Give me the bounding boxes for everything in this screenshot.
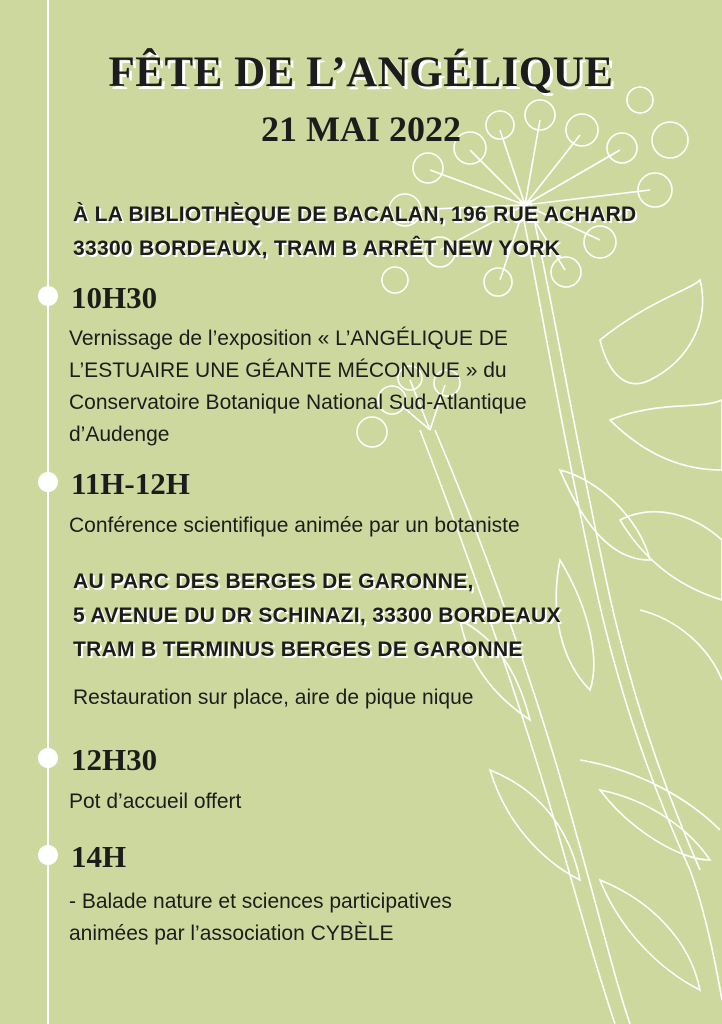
timeline-dot [38,748,58,768]
description-line: Conservatoire Botanique National Sud-Atlantique [69,391,527,414]
description-line: - Balade nature et sciences participatives [69,890,452,913]
event-description [69,886,452,950]
description-line: L’ESTUAIRE UNE GÉANTE MÉCONNUE » du [69,359,507,382]
event-time: 11H-12H [71,466,190,501]
event-time: 12H30 [71,742,158,777]
venue-library [73,198,637,266]
timeline-dot [38,286,58,306]
description-line: animées par l’association CYBÈLE [69,922,394,945]
event-date: 21 MAI 2022 [261,109,461,149]
event-time: 10H30 [71,280,158,315]
venue-note [73,682,473,714]
page-title: FÊTE DE L’ANGÉLIQUE [108,49,614,96]
description-line: Pot d’accueil offert [69,790,242,813]
timeline-dot [38,845,58,865]
description-line: Conférence scientifique animée par un botaniste [69,514,520,537]
venue-line: À LA BIBLIOTHÈQUE DE BACALAN, 196 RUE ACHARD [73,203,637,226]
description-line: Vernissage de l’exposition « L’ANGÉLIQUE DE [69,327,508,350]
venue-park [73,565,561,667]
venue-line: AU PARC DES BERGES DE GARONNE, [73,570,474,593]
venue-line: 5 AVENUE DU DR SCHINAZI, 33300 BORDEAUX [73,604,561,627]
note-line: Restauration sur place, aire de pique nique [73,686,474,709]
venue-line: 33300 BORDEAUX, TRAM B ARRÊT NEW YORK [73,237,561,260]
venue-line: TRAM B TERMINUS BERGES DE GARONNE [73,638,523,661]
event-description [69,510,520,542]
event-description [69,786,241,818]
event-description [69,323,527,451]
description-line: d’Audenge [69,423,170,446]
timeline-line [47,0,49,1024]
timeline-dot [38,472,58,492]
event-time: 14H [71,839,127,874]
